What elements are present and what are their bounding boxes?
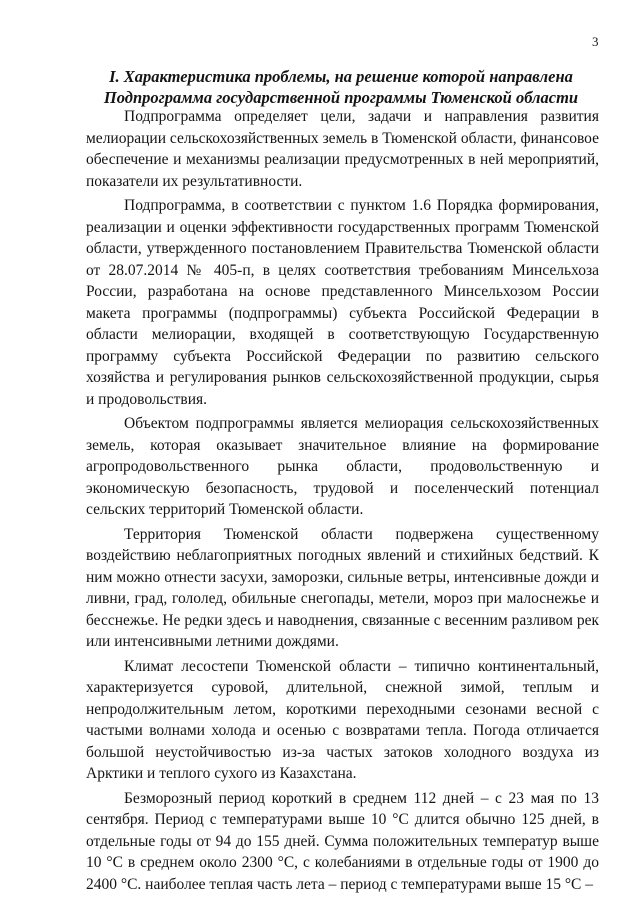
page-number: 3	[592, 34, 599, 49]
paragraph-basis: Подпрограмма, в соответствии с пунктом 1.6 Порядка формирования, реализации и оценки эффективности государственных программ Тюменской области, утвержденного постановлением Правительства Тюменской области от 28.07.2014 № 405-п, в целях соответствия требованиям Минсельхоза России, разработана на основе представленного Минсельхозом России макета программы (подпрограммы) субъекта Российской Федерации в области мелиорации, входящей в соответствующую Государственную программу субъекта Российской Федерации по развитию сельского хозяйства и регулирования рынков сельскохозяйственной продукции, сырья и продовольствия.	[86, 197, 599, 408]
section-title-line-1: I. Характеристика проблемы, на решение которой направлена	[109, 67, 573, 86]
document-body	[86, 106, 599, 898]
section-title	[84, 66, 598, 108]
section-title-line-2: Подпрограмма государственной программы Тюменской области	[103, 88, 579, 107]
paragraph-hazards: Территория Тюменской области подвержена существенному воздействию неблагоприятных погодных явлений и стихийных бедствий. К ним можно отнести засухи, заморозки, сильные ветры, интенсивные дожди и ливни, град, гололед, обильные снегопады, метели, мороз при малоснежье и бесснежье. Не редки здесь и наводнения, связанные с весенним разливом рек или интенсивными летними дождями.	[86, 525, 599, 650]
paragraph-purpose: Подпрограмма определяет цели, задачи и направления развития мелиорации сельскохозяйственных земель в Тюменской области, финансовое обеспечение и механизмы реализации предусмотренных в ней мероприятий, показатели их результативности.	[86, 108, 599, 190]
paragraph-climate: Климат лесостепи Тюменской области – типично континентальный, характеризуется суровой, длительной, снежной зимой, теплым и непродолжительным летом, короткими переходными сезонами весной с частыми волнами холода и осенью с возвратами тепла. Погода отличается большой неустойчивостью из-за частых затоков холодного воздуха из Арктики и теплого сухого из Казахстана.	[86, 657, 599, 782]
paragraph-object: Объектом подпрограммы является мелиорация сельскохозяйственных земель, которая оказывает значительное влияние на формирование агропродовольственного рынка области, продовольственную и экономическую безопасность, трудовой и поселенческий потенциал сельских территорий Тюменской области.	[86, 415, 599, 518]
paragraph-frost-free: Безморозный период короткий в среднем 112 дней – с 23 мая по 13 сентября. Период с температурами выше 10 °С длится обычно 125 дней, в отдельные годы от 94 до 155 дней. Сумма положительных температур выше 10 °С в среднем около 2300 °С, с колебаниями в отдельные годы от 1900 до 2400 °С. наиболее теплая часть лета – период с температурами выше 15 °С –	[86, 789, 599, 893]
